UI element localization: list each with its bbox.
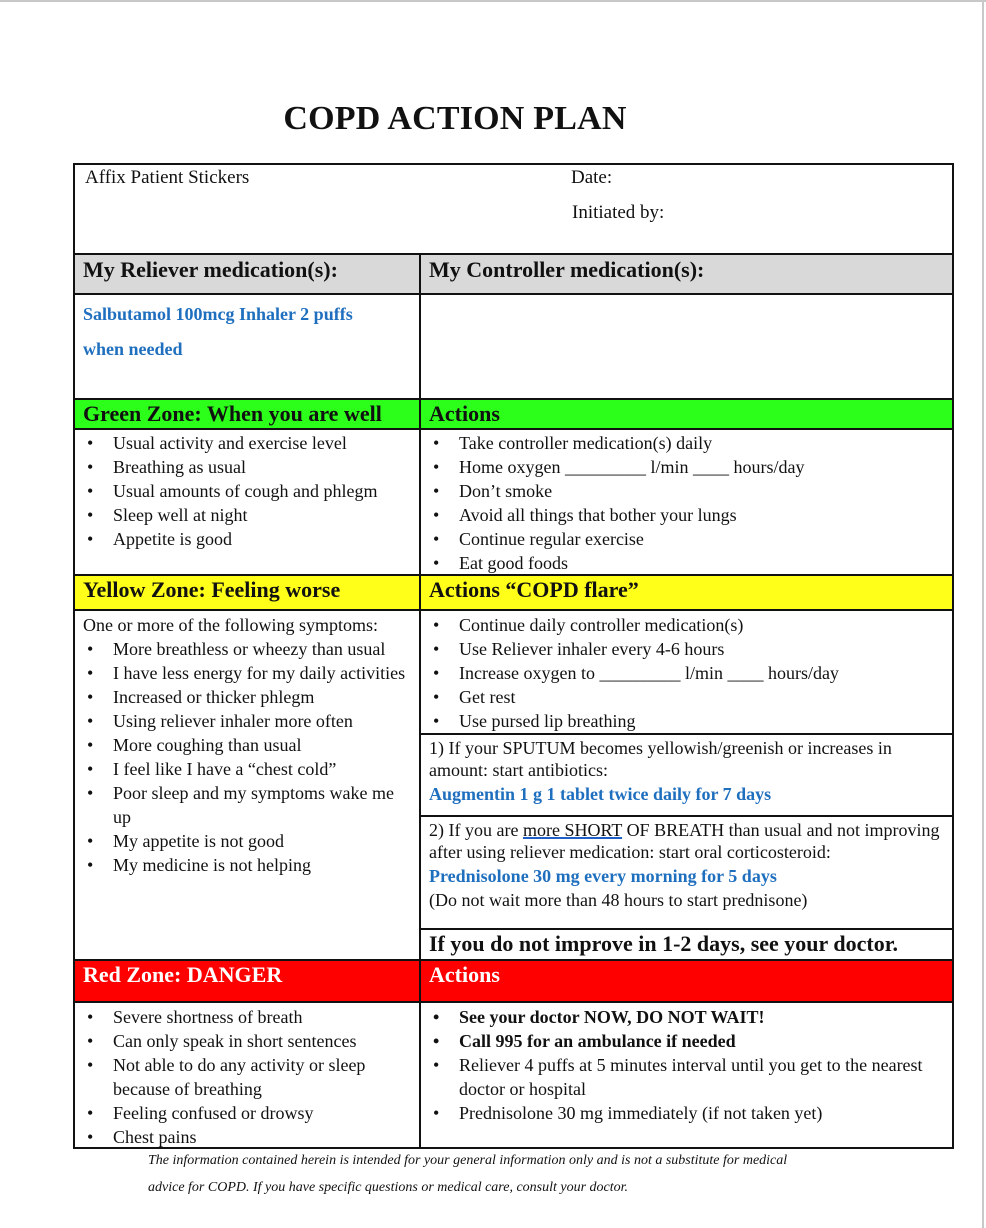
list-item: • My medicine is not helping: [83, 853, 411, 877]
steroid-instruction: [421, 815, 952, 928]
yellow-zone-body-row: [75, 609, 952, 959]
breath-instruction: [429, 819, 944, 863]
list-item: • Take controller medication(s) daily: [429, 431, 944, 455]
steroid-prescription: Prednisolone 30 mg every morning for 5 days: [429, 865, 777, 886]
list-item: • Eat good foods: [429, 551, 944, 575]
green-zone-body-row: [75, 428, 952, 574]
list-item: • Appetite is good: [83, 527, 411, 551]
list-item: • Usual activity and exercise level: [83, 431, 411, 455]
list-item: • More coughing than usual: [83, 733, 411, 757]
list-item: • Increased or thicker phlegm: [83, 685, 411, 709]
page-right-edge: [982, 0, 984, 1228]
yellow-symptoms: [75, 611, 421, 959]
list-item: • More breathless or wheezy than usual: [83, 637, 411, 661]
red-zone-header-row: [75, 959, 952, 1001]
yellow-actions-title: Actions “COPD flare”: [429, 577, 639, 602]
red-zone-body-row: [75, 1001, 952, 1147]
list-item: • Prednisolone 30 mg immediately (if not taken yet): [429, 1101, 944, 1125]
reliever-line-1: Salbutamol 100mcg Inhaler 2 puffs: [83, 304, 353, 324]
list-item: • Continue daily controller medication(s): [429, 613, 944, 637]
list-item: • Not able to do any activity or sleep because of breathing: [83, 1053, 411, 1101]
list-item: • Don’t smoke: [429, 479, 944, 503]
list-item: • Avoid all things that bother your lungs: [429, 503, 944, 527]
yellow-zone-header-row: [75, 574, 952, 609]
medication-body-row: [75, 293, 952, 398]
date-label: Date:: [571, 167, 613, 188]
green-actions-title: Actions: [429, 401, 500, 426]
spellcheck-underlined-text: more SHORT: [522, 819, 623, 840]
patient-info-row: [75, 165, 952, 253]
see-doctor-note: If you do not improve in 1-2 days, see your doctor.: [421, 928, 952, 959]
red-symptoms: [75, 1003, 421, 1147]
yellow-zone-title: Yellow Zone: Feeling worse: [75, 576, 421, 609]
list-item: • Use Reliever inhaler every 4-6 hours: [429, 637, 944, 661]
list-item: • Home oxygen _________ l/min ____ hours/day: [429, 455, 944, 479]
affix-stickers-label: Affix Patient Stickers: [85, 167, 250, 188]
yellow-action-list: [429, 613, 944, 733]
list-item: • Feeling confused or drowsy: [83, 1101, 411, 1125]
yellow-symptoms-lead: One or more of the following symptoms:: [83, 615, 378, 635]
breath-prefix: 2) If you are: [429, 819, 523, 840]
reliever-medication: [75, 295, 421, 398]
yellow-symptom-list: [83, 637, 411, 877]
list-item: • Chest pains: [83, 1125, 411, 1149]
disclaimer-line-1: The information contained herein is intended for your general information only and is not a substitute for medical: [148, 1153, 788, 1168]
list-item: • Using reliever inhaler more often: [83, 709, 411, 733]
list-item: • Breathing as usual: [83, 455, 411, 479]
list-item: • Severe shortness of breath: [83, 1005, 411, 1029]
red-symptom-list: [83, 1005, 411, 1149]
initiated-by-label: Initiated by:: [572, 202, 665, 223]
list-item: • Continue regular exercise: [429, 527, 944, 551]
controller-medication: [421, 295, 952, 398]
list-item: • See your doctor NOW, DO NOT WAIT!: [429, 1005, 944, 1029]
red-actions-title: Actions: [429, 962, 500, 987]
list-item: • I have less energy for my daily activities: [83, 661, 411, 685]
page-title-text: COPD ACTION PLAN: [283, 100, 627, 137]
reliever-header: My Reliever medication(s):: [75, 255, 421, 293]
list-item: • Increase oxygen to _________ l/min ____ hours/day: [429, 661, 944, 685]
red-zone-title: Red Zone: DANGER: [75, 961, 421, 1001]
list-item: • My appetite is not good: [83, 829, 411, 853]
disclaimer-line-2: advice for COPD. If you have specific questions or medical care, consult your doctor.: [148, 1180, 629, 1195]
reliever-line-2: when needed: [83, 339, 183, 359]
yellow-action-block: [421, 611, 952, 733]
list-item: • Poor sleep and my symptoms wake me up: [83, 781, 411, 829]
medication-header-row: [75, 253, 952, 293]
list-item: • Get rest: [429, 685, 944, 709]
green-symptoms: [75, 430, 421, 574]
red-action-list: [429, 1005, 944, 1125]
list-item: • Call 995 for an ambulance if needed: [429, 1029, 944, 1053]
antibiotic-instruction: [421, 733, 952, 815]
page-title: [0, 100, 910, 138]
sputum-instruction: 1) If your SPUTUM becomes yellowish/greenish or increases in amount: start antibiotics:: [429, 738, 892, 780]
list-item: • Use pursed lip breathing: [429, 709, 944, 733]
green-zone-title: Green Zone: When you are well: [75, 400, 421, 428]
green-zone-header-row: [75, 398, 952, 428]
breath-suffix: OF BREATH than usual and not improving after using reliever medication: start oral corticosteroid:: [429, 819, 940, 862]
list-item: • Can only speak in short sentences: [83, 1029, 411, 1053]
green-action-list: [429, 431, 944, 575]
list-item: • Reliever 4 puffs at 5 minutes interval until you get to the nearest doctor or hospital: [429, 1053, 944, 1101]
red-actions: [421, 1003, 952, 1147]
green-symptom-list: [83, 431, 411, 551]
list-item: • Sleep well at night: [83, 503, 411, 527]
antibiotic-prescription: Augmentin 1 g 1 tablet twice daily for 7 days: [429, 784, 772, 804]
green-actions: [421, 430, 952, 574]
controller-header: My Controller medication(s):: [429, 257, 705, 282]
list-item: • Usual amounts of cough and phlegm: [83, 479, 411, 503]
page-top-edge: [0, 0, 986, 2]
action-plan-table: [73, 163, 954, 1149]
list-item: • I feel like I have a “chest cold”: [83, 757, 411, 781]
yellow-actions: [421, 611, 952, 959]
steroid-note: (Do not wait more than 48 hours to start prednisone): [429, 889, 808, 910]
disclaimer: [148, 1147, 848, 1201]
